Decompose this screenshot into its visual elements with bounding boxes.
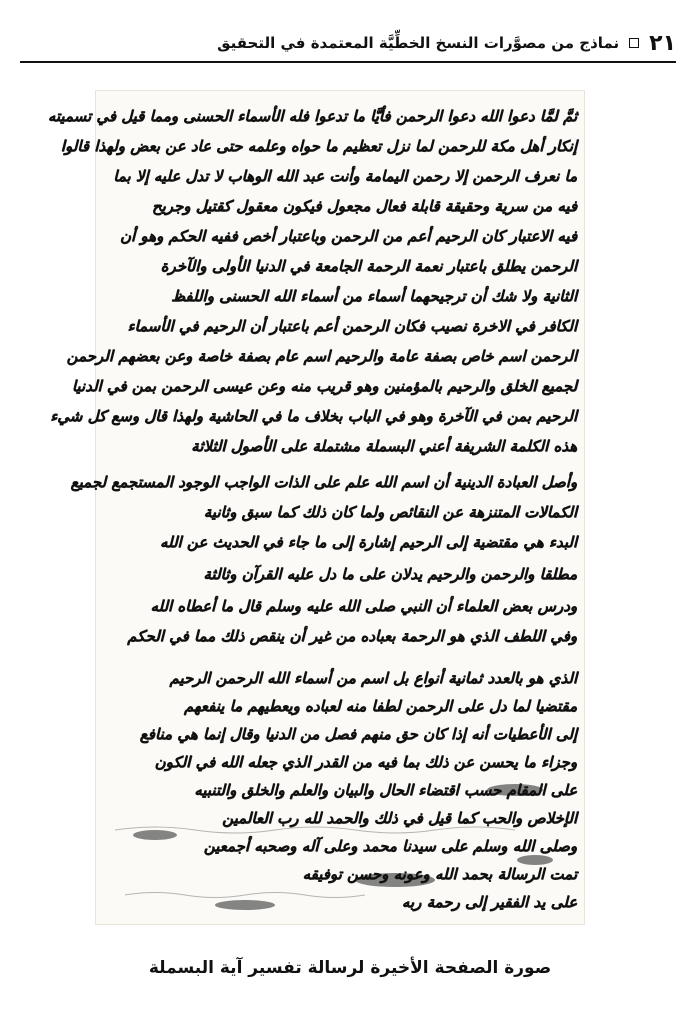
manuscript-line: ودرس بعض العلماء أن النبي صلى الله عليه وسلم قال ما أعطاه الله <box>150 597 577 615</box>
manuscript-line: الرحيم بمن في الآخرة وهو في الباب بخلاف ما في الحاشية ولهذا قال وسع كل شيء <box>50 407 577 425</box>
figure-caption: صورة الصفحة الأخيرة لرسالة تفسير آية البسملة <box>148 958 552 978</box>
manuscript-line: تمت الرسالة بحمد الله وعونه وحسن توفيقه <box>302 865 577 883</box>
manuscript-line: البدء هي مقتضية إلى الرحيم إشارة إلى ما جاء في الحديث عن الله <box>159 533 577 551</box>
manuscript-line: الإخلاص والحب كما قيل في ذلك والحمد لله رب العالمين <box>222 809 577 827</box>
manuscript-line: الكافر في الاخرة نصيب فكان الرحمن أعم باعتبار أن الرحيم في الأسماء <box>127 317 577 335</box>
manuscript-line: فيه الاعتبار كان الرحيم أعم من الرحمن وباعتبار أخص ففيه الحكم وهو أن <box>119 227 577 245</box>
manuscript-line: مقتضيا لما دل على الرحمن لطفا منه لعباده ويعطيهم ما ينفعهم <box>183 697 577 715</box>
manuscript-line: الثانية ولا شك أن ترجيحهما أسماء من أسماء الله الحسنى واللفظ <box>171 287 577 305</box>
manuscript-line: على يد الفقير إلى رحمة ربه <box>401 893 577 911</box>
manuscript-line: مطلقا والرحمن والرحيم يدلان على ما دل عليه القرآن وثالثة <box>203 565 577 583</box>
manuscript-line: هذه الكلمة الشريفة أعني البسملة مشتملة على الأصول الثلاثة <box>191 437 577 455</box>
manuscript-line: إلى الأعطيات أنه إذا كان حق منهم فصل من الدنيا وقال إنما هي منافع <box>139 725 577 743</box>
manuscript-line: ما نعرف الرحمن إلا رحمن اليمامة وأنت عبد الله الوهاب لا تدل عليه إلا بما <box>113 167 577 185</box>
manuscript-line: وصلى الله وسلم على سيدنا محمد وعلى آله وصحبه أجمعين <box>203 837 577 855</box>
manuscript-image <box>47 90 585 925</box>
header-rule <box>20 61 676 63</box>
page-number: ٢١ <box>649 30 676 56</box>
manuscript-line: الكمالات المتنزهة عن النقائص ولما كان ذلك كما سبق وثانية <box>203 503 577 521</box>
manuscript-line: الرحمن يطلق باعتبار نعمة الرحمة الجامعة في الدنيا الأولى والآخرة <box>160 257 577 275</box>
manuscript-line: وجزاء ما يحسن عن ذلك بما فيه من القدر الذي جعله الله في الكون <box>154 753 577 771</box>
manuscript-line: الرحمن اسم خاص بصفة عامة والرحيم اسم عام بصفة خاصة وعن بعضهم الرحمن <box>66 347 577 365</box>
manuscript-line: وأصل العبادة الدينية أن اسم الله علم على الذات الواجب الوجود المستجمع لجميع <box>70 473 577 491</box>
manuscript-line: إنكار أهل مكة للرحمن لما نزل تعظيم ما حواه وعلمه حتى عاد عن بعض ولهذا قالوا <box>60 137 577 155</box>
running-header <box>20 26 676 60</box>
manuscript-line: ثمَّ لمَّا دعوا الله دعوا الرحمن فأيَّا ما تدعوا فله الأسماء الحسنى ومما قيل في تسميته <box>47 107 577 125</box>
manuscript-line: وفي اللطف الذي هو الرحمة بعباده من غير أن ينقص ذلك مما في الحكم <box>127 627 577 645</box>
manuscript-line: لجميع الخلق والرحيم بالمؤمنين وهو قريب منه وعن عيسى الرحمن بمن في الدنيا <box>71 377 577 395</box>
header-title: نماذج من مصوَّرات النسخ الخطِّيَّة المعتمدة في التحقيق <box>217 34 620 52</box>
manuscript-line: على المقام حسب اقتضاء الحال والبيان والعلم والخلق والتنبيه <box>194 781 577 799</box>
manuscript-line: فيه من سرية وحقيقة قابلة فعال مجعول فيكون معقول كقتيل وجريح <box>151 197 577 215</box>
manuscript-line: الذي هو بالعدد ثمانية أنواع بل اسم من أسماء الله الرحمن الرحيم <box>169 669 577 687</box>
separator-square-icon <box>629 38 639 48</box>
